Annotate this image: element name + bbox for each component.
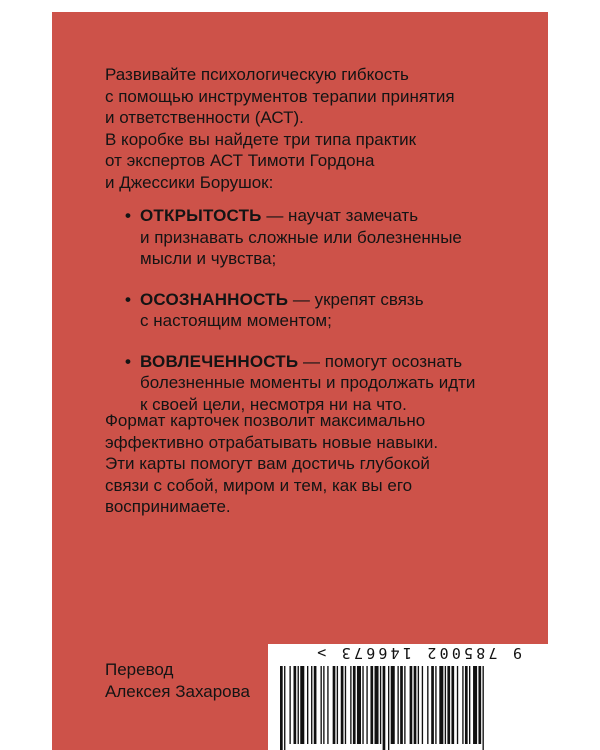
barcode-bar — [469, 666, 470, 744]
outro-paragraph — [105, 410, 505, 518]
practice-description: — научат замечать — [261, 206, 419, 225]
practice-openness — [125, 205, 505, 270]
practice-line — [140, 351, 505, 373]
practice-line: с настоящим моментом; — [140, 311, 332, 330]
barcode-bar — [311, 666, 312, 744]
barcode-bar — [307, 666, 308, 744]
barcode-bar — [410, 666, 413, 744]
barcode-bar — [280, 666, 283, 750]
intro-line: с помощью инструментов терапии принятия — [105, 86, 455, 106]
cover — [52, 12, 548, 750]
barcode-bar — [483, 666, 484, 750]
practice-description: — помогут осознать — [298, 351, 463, 371]
practice-mindfulness — [125, 289, 505, 332]
barcode-bar — [457, 666, 458, 744]
outro-line: Формат карточек позволит максимально — [105, 411, 426, 430]
barcode-bar — [314, 666, 317, 744]
barcode-bar — [337, 666, 338, 744]
barcode-bar — [327, 666, 328, 744]
barcode-bar — [333, 666, 336, 744]
barcode-bar — [435, 666, 436, 744]
barcode-bar — [422, 666, 423, 744]
intro-line: от экспертов АСТ Тимоти Гордона — [105, 151, 375, 170]
outro-line: Эти карты помогут вам достичь глубокой — [105, 454, 430, 473]
barcode-bar — [341, 666, 344, 744]
barcode-bar — [366, 666, 367, 744]
barcode-bar — [462, 666, 463, 744]
practice-line: болезненные моменты и продолжать идти — [140, 373, 476, 392]
barcode-bar — [478, 666, 481, 744]
barcode-bar — [400, 666, 403, 744]
practices-list — [125, 205, 505, 434]
bullet-marker: • — [125, 351, 131, 371]
barcode-bar — [391, 666, 395, 744]
barcode-bar — [427, 666, 428, 744]
barcode-bar — [362, 666, 363, 744]
barcode-digits: 9 785002 146673 > — [314, 644, 522, 662]
intro-line: Развивайте психологическую гибкость — [105, 65, 409, 84]
barcode-bar — [353, 666, 356, 744]
bullet-marker: • — [125, 289, 131, 309]
barcode-bar — [447, 666, 450, 744]
barcode-bar — [300, 666, 304, 744]
practice-line: к своей цели, несмотря ни на что. — [140, 394, 407, 414]
outro-line: связи с собой, миром и тем, как вы его — [105, 475, 413, 495]
intro-line: В коробке вы найдете три типа практик — [105, 129, 417, 149]
practice-description: — укрепят связь — [288, 289, 424, 309]
translator-credit — [105, 659, 250, 702]
practice-line — [140, 289, 505, 311]
practice-engagement — [125, 351, 505, 416]
barcode-bar — [357, 666, 361, 744]
barcode-bar — [380, 666, 381, 744]
barcode-bar — [404, 666, 405, 744]
outro-line: эффективно отрабатывать новые навыки. — [105, 432, 439, 452]
outro-line: воспринимаете. — [105, 497, 231, 516]
barcode-bar — [350, 666, 351, 744]
barcode-bar — [370, 666, 373, 744]
barcode-bar — [375, 666, 379, 744]
bullet-marker: • — [125, 206, 131, 225]
translator-label: Перевод — [105, 660, 174, 679]
practice-line: и признавать сложные или болезненные — [140, 227, 462, 247]
barcode-bar — [439, 666, 443, 744]
barcode-bar — [289, 666, 290, 744]
barcode-bar — [388, 666, 389, 750]
intro-line: и ответственности (АСТ). — [105, 108, 304, 127]
practice-line — [140, 205, 505, 227]
barcode-bar — [397, 666, 398, 744]
barcode-bar — [298, 666, 299, 744]
practice-term: ОСОЗНАННОСТЬ — [140, 289, 289, 309]
barcode-bar — [284, 666, 285, 750]
practice-line: мысли и чувства; — [140, 249, 277, 268]
practice-term: ОТКРЫТОСТЬ — [140, 206, 262, 225]
isbn-barcode — [268, 644, 548, 750]
barcode-bar — [321, 666, 322, 744]
barcode-bar — [418, 666, 419, 744]
barcode-bar — [445, 666, 446, 744]
barcode-bar — [294, 666, 297, 744]
barcode-bar — [431, 666, 434, 744]
intro-paragraph — [105, 64, 505, 193]
translator-name: Алексея Захарова — [105, 681, 250, 701]
barcode-bar — [451, 666, 454, 744]
barcode-bar — [414, 666, 417, 744]
barcode-bar — [323, 666, 324, 744]
barcode-bar — [345, 666, 346, 744]
barcode-bar — [473, 666, 477, 744]
intro-line: и Джессики Борушок: — [105, 172, 274, 192]
barcode-bar — [465, 666, 468, 744]
practice-term: ВОВЛЕЧЕННОСТЬ — [140, 351, 299, 371]
barcode-bar — [383, 666, 386, 750]
